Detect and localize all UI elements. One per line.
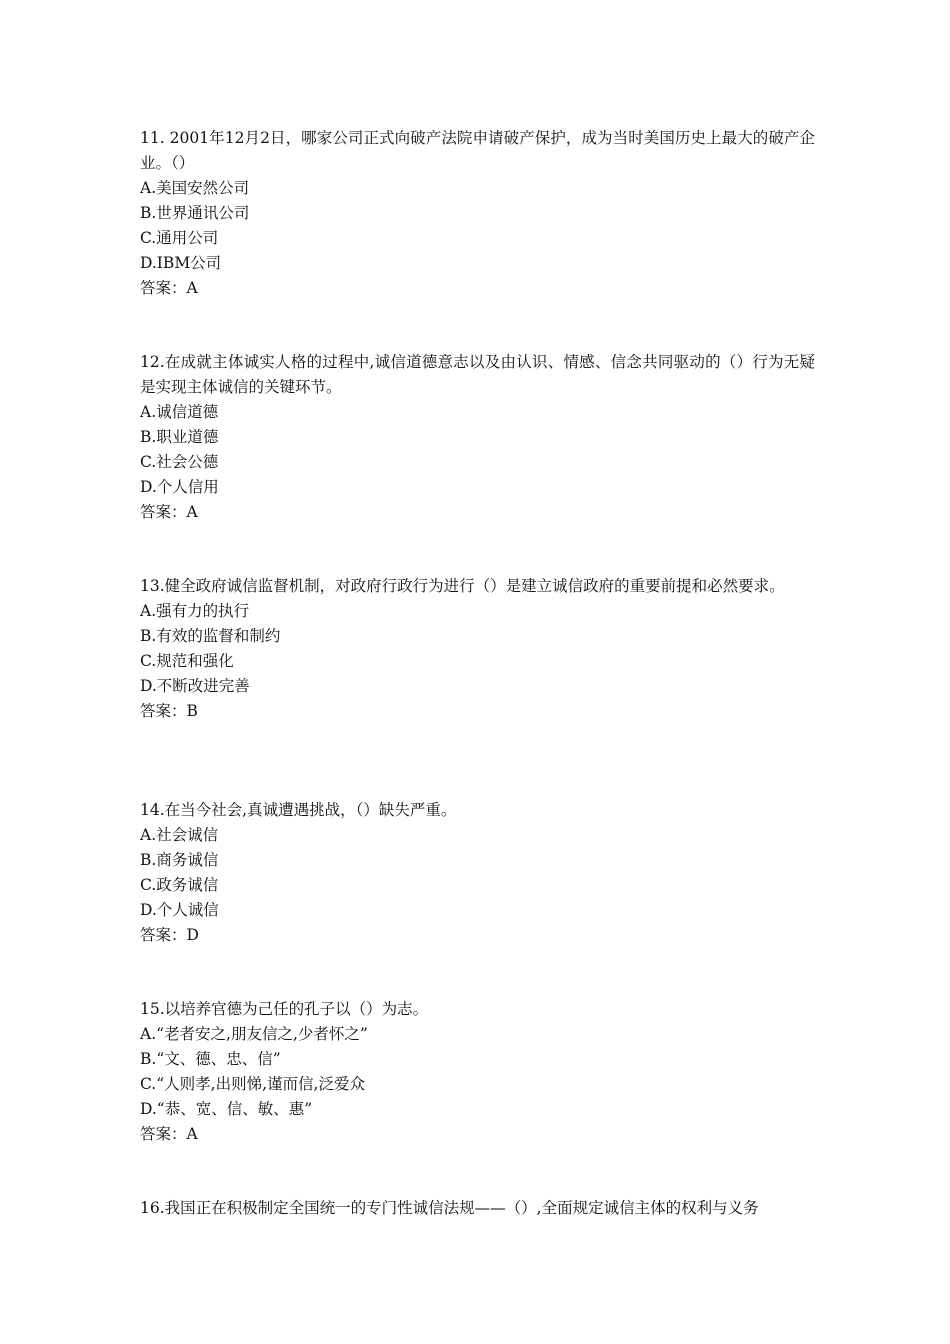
answer: 答案：A: [140, 279, 198, 297]
option-a: A.社会诚信: [140, 826, 219, 844]
question-16: [140, 1196, 815, 1221]
question-stem: 12.在成就主体诚实人格的过程中,诚信道德意志以及由认识、情感、信念共同驱动的（）行为无疑是实现主体诚信的关键环节。: [140, 353, 815, 396]
option-a: A.强有力的执行: [140, 602, 250, 620]
question-stem: 15.以培养官德为己任的孔子以（）为志。: [140, 1000, 429, 1018]
option-a: A.诚信道德: [140, 403, 219, 421]
option-b: B.商务诚信: [140, 851, 219, 869]
option-c: C.“人则孝,出则悌,谨而信,泛爱众: [140, 1075, 365, 1093]
answer: 答案：A: [140, 1125, 198, 1143]
question-14: [140, 798, 815, 948]
option-c: C.政务诚信: [140, 876, 219, 894]
option-b: B.“文、德、忠、信”: [140, 1050, 281, 1068]
option-b: B.有效的监督和制约: [140, 627, 281, 645]
question-stem: 13.健全政府诚信监督机制，对政府行政行为进行（）是建立诚信政府的重要前提和必然要求。: [140, 577, 785, 595]
question-15: [140, 997, 815, 1147]
answer: 答案：B: [140, 702, 198, 720]
option-c: C.社会公德: [140, 453, 219, 471]
question-stem: 14.在当今社会,真诚遭遇挑战，（）缺失严重。: [140, 801, 457, 819]
question-13: [140, 574, 815, 724]
option-a: A.美国安然公司: [140, 179, 250, 197]
option-c: C.规范和强化: [140, 652, 234, 670]
option-a: A.“老者安之,朋友信之,少者怀之”: [140, 1025, 368, 1043]
option-d: D.“恭、宽、信、敏、惠”: [140, 1100, 313, 1118]
question-11: [140, 126, 815, 301]
question-12: [140, 350, 815, 525]
option-d: D.个人信用: [140, 478, 219, 496]
question-stem: 11. 2001年12月2日，哪家公司正式向破产法院申请破产保护，成为当时美国历史上最大的破产企业。（）: [140, 129, 815, 172]
answer: 答案：A: [140, 503, 198, 521]
option-c: C.通用公司: [140, 229, 219, 247]
option-d: D.个人诚信: [140, 901, 219, 919]
answer: 答案：D: [140, 926, 199, 944]
question-stem: 16.我国正在积极制定全国统一的专门性诚信法规——（）,全面规定诚信主体的权利与义务: [140, 1199, 759, 1217]
option-b: B.世界通讯公司: [140, 204, 250, 222]
option-d: D.不断改进完善: [140, 677, 250, 695]
option-d: D.IBM公司: [140, 254, 222, 272]
option-b: B.职业道德: [140, 428, 219, 446]
